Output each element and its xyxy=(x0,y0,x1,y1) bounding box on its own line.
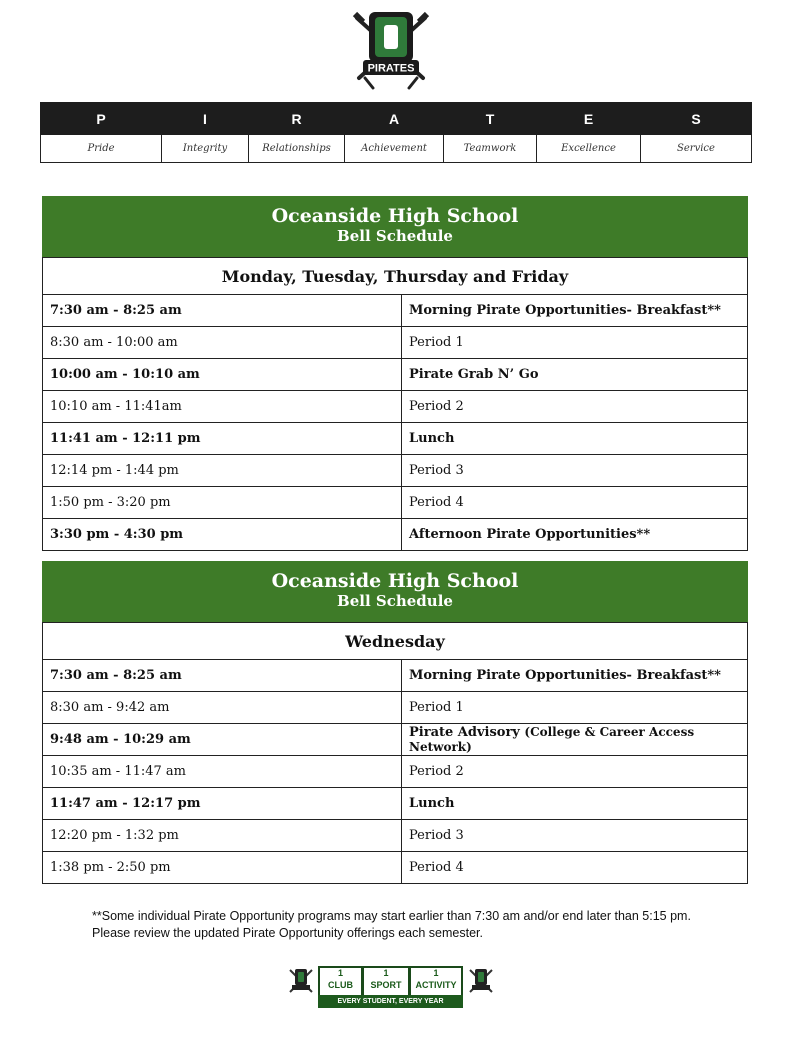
acronym-letter: E xyxy=(537,103,641,135)
schedule-banner xyxy=(42,196,748,257)
event-cell: Period 3 xyxy=(402,820,748,852)
table-row xyxy=(43,423,748,455)
club-sport-activity-logo xyxy=(288,964,494,1012)
table-row xyxy=(43,487,748,519)
time-cell: 9:48 am - 10:29 am xyxy=(43,724,402,756)
tagline: EVERY STUDENT, EVERY YEAR xyxy=(318,995,463,1008)
pirate-shield-icon xyxy=(468,966,494,996)
club-label: CLUB xyxy=(328,980,353,990)
table-row xyxy=(43,327,748,359)
event-cell: Pirate Grab N’ Go xyxy=(402,359,748,391)
event-cell: Period 1 xyxy=(402,327,748,359)
time-cell: 8:30 am - 10:00 am xyxy=(43,327,402,359)
acronym-word: Pride xyxy=(41,135,162,163)
schedule-mon-tue-thu-fri xyxy=(42,196,748,551)
event-cell: Morning Pirate Opportunities- Breakfast** xyxy=(402,295,748,327)
time-cell: 1:38 pm - 2:50 pm xyxy=(43,852,402,884)
day-header-row xyxy=(43,623,748,660)
acronym-letter: A xyxy=(345,103,444,135)
table-row xyxy=(43,724,748,756)
acronym-word: Achievement xyxy=(345,135,444,163)
day-header-row xyxy=(43,258,748,295)
school-name: Oceanside High School xyxy=(271,570,519,592)
sport-box xyxy=(362,966,410,998)
activity-label: ACTIVITY xyxy=(415,980,457,990)
pirates-logo xyxy=(351,8,431,92)
acronym-letter: S xyxy=(641,103,752,135)
schedule-table xyxy=(42,257,748,551)
club-number: 1 xyxy=(337,968,343,978)
day-header: Wednesday xyxy=(43,623,748,660)
table-row xyxy=(43,519,748,551)
acronym-word: Teamwork xyxy=(444,135,537,163)
acronym-word: Integrity xyxy=(162,135,249,163)
event-cell: Afternoon Pirate Opportunities** xyxy=(402,519,748,551)
schedule-subtitle: Bell Schedule xyxy=(337,592,453,610)
acronym-letter: P xyxy=(41,103,162,135)
time-cell: 10:10 am - 11:41am xyxy=(43,391,402,423)
table-row xyxy=(43,788,748,820)
event-cell: Period 4 xyxy=(402,852,748,884)
table-row xyxy=(43,852,748,884)
table-row xyxy=(43,391,748,423)
acronym-word: Excellence xyxy=(537,135,641,163)
club-box xyxy=(318,966,363,998)
day-header: Monday, Tuesday, Thursday and Friday xyxy=(43,258,748,295)
sport-number: 1 xyxy=(383,968,389,978)
table-row xyxy=(43,295,748,327)
table-row xyxy=(43,692,748,724)
schedule-subtitle: Bell Schedule xyxy=(337,227,453,245)
time-cell: 10:35 am - 11:47 am xyxy=(43,756,402,788)
acronym-letter: T xyxy=(444,103,537,135)
table-row xyxy=(43,359,748,391)
event-cell: Period 3 xyxy=(402,455,748,487)
time-cell: 12:14 pm - 1:44 pm xyxy=(43,455,402,487)
school-name: Oceanside High School xyxy=(271,205,519,227)
time-cell: 1:50 pm - 3:20 pm xyxy=(43,487,402,519)
pirate-shield-icon xyxy=(288,966,314,996)
acronym-words-row xyxy=(41,135,752,163)
logo-text: PIRATES xyxy=(367,62,415,75)
acronym-letter: R xyxy=(249,103,345,135)
time-cell: 7:30 am - 8:25 am xyxy=(43,660,402,692)
acronym-word: Relationships xyxy=(249,135,345,163)
acronym-letters-row xyxy=(41,103,752,135)
time-cell: 11:47 am - 12:17 pm xyxy=(43,788,402,820)
schedule-table xyxy=(42,622,748,884)
acronym-word: Service xyxy=(641,135,752,163)
table-row xyxy=(43,455,748,487)
event-cell: Morning Pirate Opportunities- Breakfast** xyxy=(402,660,748,692)
time-cell: 3:30 pm - 4:30 pm xyxy=(43,519,402,551)
schedule-banner xyxy=(42,561,748,622)
table-row xyxy=(43,820,748,852)
event-note: (College & Career Access Network) xyxy=(409,724,695,754)
time-cell: 12:20 pm - 1:32 pm xyxy=(43,820,402,852)
event-cell xyxy=(402,724,748,756)
time-cell: 11:41 am - 12:11 pm xyxy=(43,423,402,455)
schedule-wednesday xyxy=(42,561,748,884)
time-cell: 7:30 am - 8:25 am xyxy=(43,295,402,327)
pirates-acronym-table xyxy=(40,102,752,163)
time-cell: 10:00 am - 10:10 am xyxy=(43,359,402,391)
event-cell: Period 4 xyxy=(402,487,748,519)
footnote: **Some individual Pirate Opportunity programs may start earlier than 7:30 am and/or end later than 5:15 pm. Please review the updated Pirate Opportunity offerings each semester. xyxy=(92,909,691,940)
acronym-letter: I xyxy=(162,103,249,135)
sport-label: SPORT xyxy=(370,980,402,990)
activity-box xyxy=(409,966,463,998)
time-cell: 8:30 am - 9:42 am xyxy=(43,692,402,724)
activity-number: 1 xyxy=(433,968,439,978)
event-label: Pirate Advisory xyxy=(409,724,520,740)
event-cell: Period 2 xyxy=(402,391,748,423)
event-cell: Lunch xyxy=(402,423,748,455)
table-row xyxy=(43,660,748,692)
table-row xyxy=(43,756,748,788)
event-cell: Period 2 xyxy=(402,756,748,788)
event-cell: Lunch xyxy=(402,788,748,820)
event-cell: Period 1 xyxy=(402,692,748,724)
